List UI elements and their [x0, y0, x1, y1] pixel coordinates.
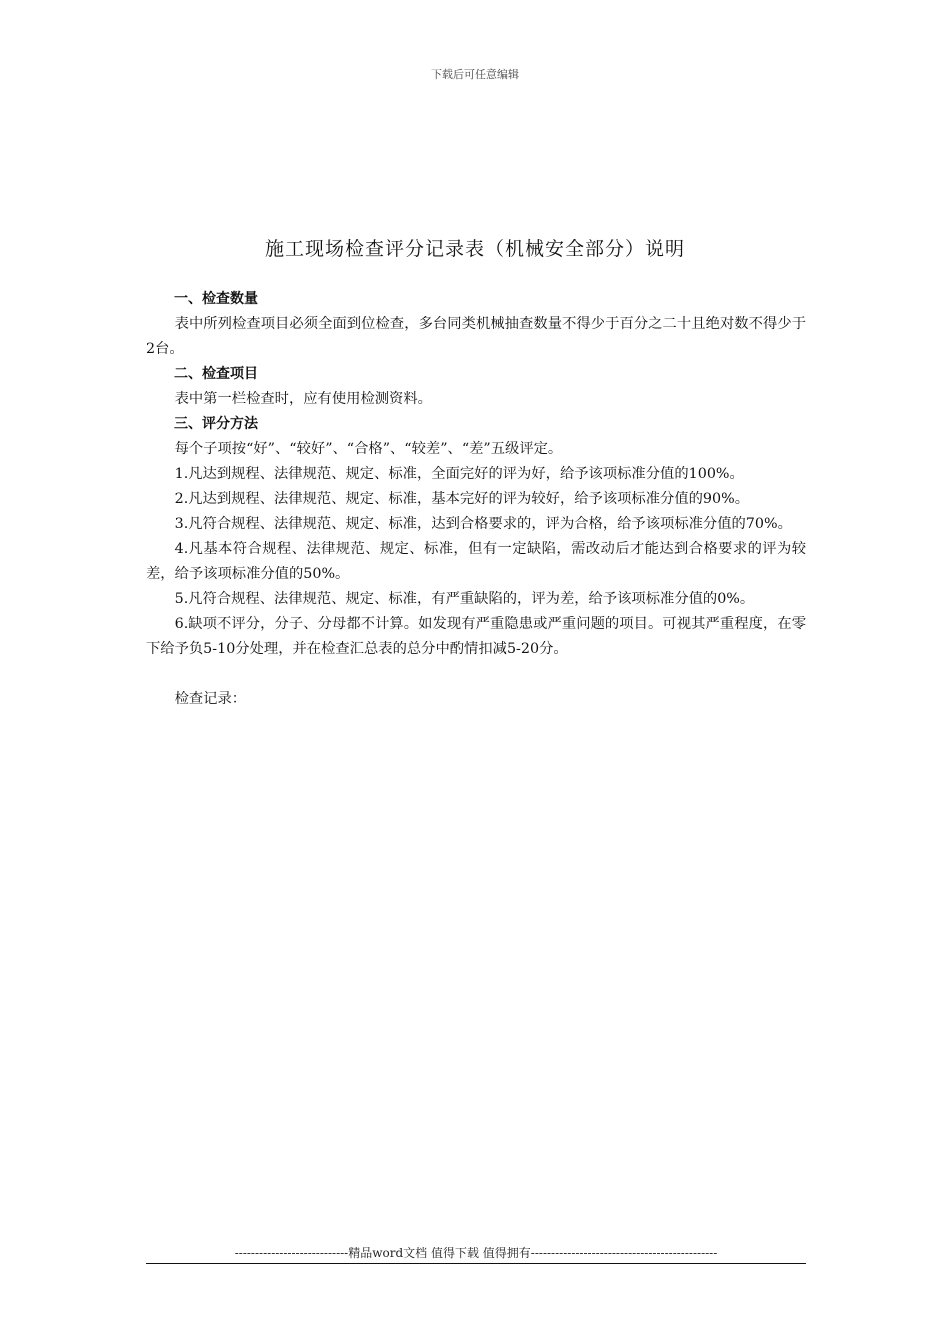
footer-rule	[146, 1263, 806, 1264]
section-heading-quantity: 一、检查数量	[174, 291, 258, 307]
paragraph-scoring-intro: 每个子项按“好”、“较好”、“合格”、“较差”、“差”五级评定。	[174, 441, 563, 457]
paragraph-scoring-rule-4: 4.凡基本符合规程、法律规范、规定、标准，但有一定缺陷，需改动后才能达到合格要求的评为较差，给予该项标准分值的50%。	[146, 541, 806, 582]
paragraph-scoring-rule-1: 1.凡达到规程、法律规范、规定、标准，全面完好的评为好，给予该项标准分值的100%。	[174, 466, 744, 482]
record-label: 检查记录：	[174, 691, 247, 707]
section-heading-scoring: 三、评分方法	[174, 416, 258, 432]
paragraph-quantity: 表中所列检查项目必须全面到位检查，多台同类机械抽查数量不得少于百分之二十且绝对数不得少于2台。	[146, 316, 806, 357]
paragraph-items: 表中第一栏检查时，应有使用检测资料。	[174, 391, 432, 407]
paragraph-scoring-rule-6: 6.缺项不评分，分子、分母都不计算。如发现有严重隐患或严重问题的项目。可视其严重程度，在零下给予负5-10分处理，并在检查汇总表的总分中酌情扣减5-20分。	[146, 616, 806, 657]
paragraph-scoring-rule-5: 5.凡符合规程、法律规范、规定、标准，有严重缺陷的，评为差，给予该项标准分值的0%。	[174, 591, 755, 607]
paragraph-scoring-rule-2: 2.凡达到规程、法律规范、规定、标准，基本完好的评为较好，给予该项标准分值的90%。	[174, 491, 749, 507]
paragraph-scoring-rule-3: 3.凡符合规程、法律规范、规定、标准，达到合格要求的，评为合格，给予该项标准分值的70%。	[174, 516, 792, 532]
document-title: 施工现场检查评分记录表（机械安全部分）说明	[264, 238, 685, 260]
section-heading-items: 二、检查项目	[174, 366, 258, 382]
footer-note: ----------------------------精品word文档 值得下载 值得拥有----------------------------------------------	[234, 1246, 718, 1260]
document-body	[146, 287, 806, 712]
header-note: 下载后可任意编辑	[431, 68, 519, 81]
